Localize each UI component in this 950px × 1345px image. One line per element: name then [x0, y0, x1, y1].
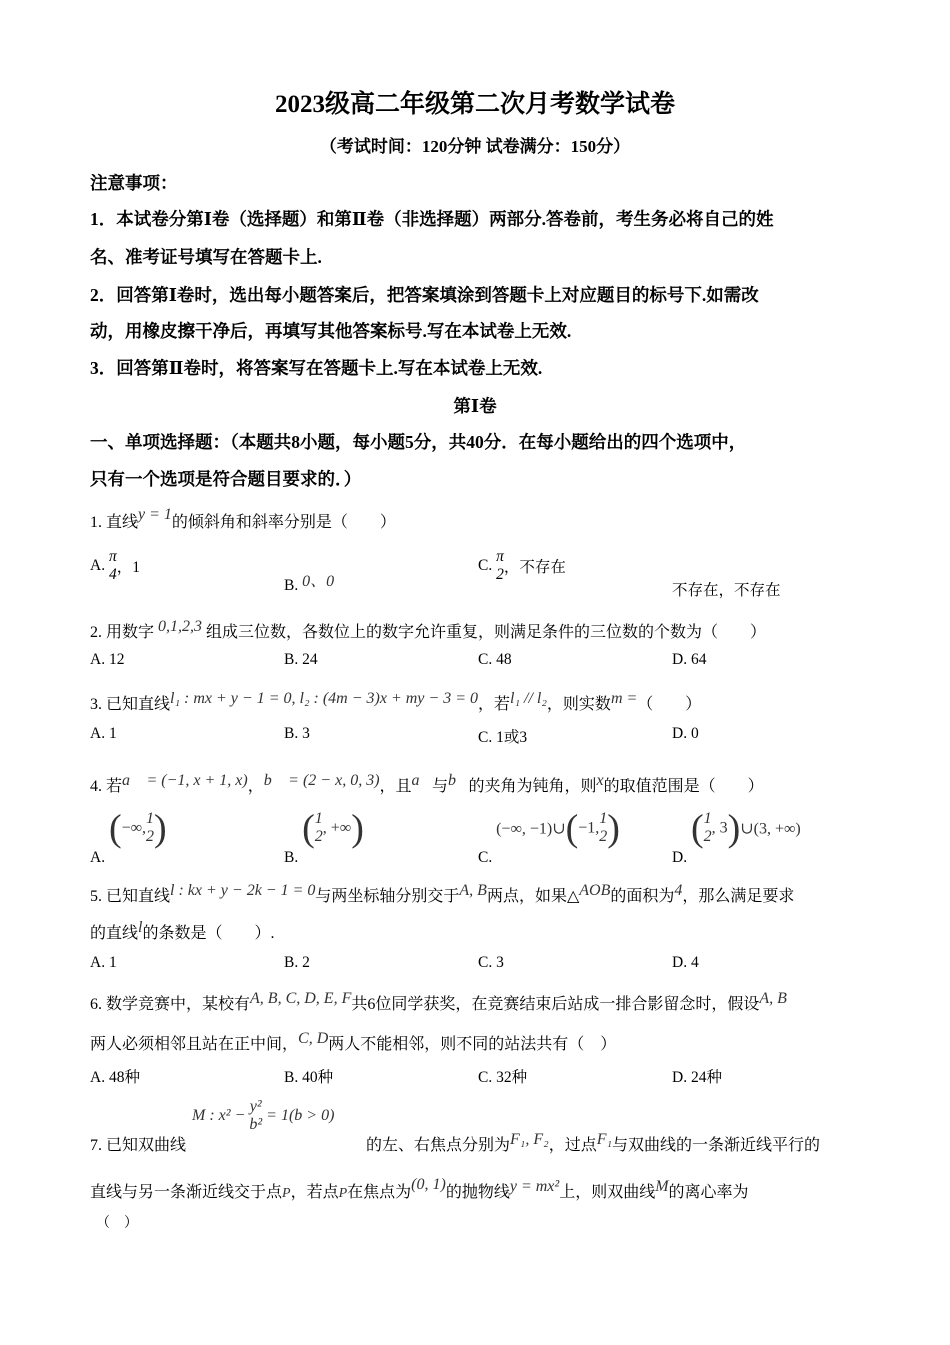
denominator: 2 [496, 566, 504, 583]
option-a [90, 548, 140, 584]
question-text: 2. 用数字 [90, 624, 155, 641]
notice-line: 1．本试卷分第Ⅰ卷（选择题）和第Ⅱ卷（非选择题）两部分.答卷前，考生务必将自己的姓 [90, 209, 774, 229]
option-label: C. [478, 848, 493, 866]
denominator: 2 [599, 828, 608, 845]
option-label: B. [284, 577, 299, 594]
question-text: 两人不能相邻，则不同的站法共有（ ） [328, 1036, 617, 1053]
question-5 [90, 883, 794, 906]
question-text: 6. 数学竞赛中，某校有 [90, 996, 251, 1013]
option-d [672, 806, 801, 866]
option-b: B. 2 [284, 954, 310, 971]
question-7-text [366, 1132, 820, 1155]
option-label: A. [90, 557, 106, 574]
math-expression: M : x² − [192, 1107, 246, 1124]
math-expression: a⃗ = (−1, x + 1, x) [122, 772, 248, 789]
left-paren: ( [690, 807, 704, 849]
part-heading: 只有一个选项是符合题目要求的．） [90, 469, 362, 489]
math-expression: l : kx + y − 2k − 1 = 0 [170, 882, 316, 899]
question-text: 的抛物线 [445, 1184, 510, 1201]
question-text: ，过点 [548, 1137, 597, 1154]
question-text: 在焦点为 [347, 1184, 412, 1201]
option-c: C. 3 [478, 954, 504, 971]
numerator: 1 [703, 810, 712, 827]
math-expression: x [596, 772, 604, 789]
interval [690, 807, 801, 849]
exam-info: （考试时间：120分钟 试卷满分：150分） [319, 137, 631, 156]
question-text: 上，则双曲线 [559, 1184, 656, 1201]
question-6 [90, 991, 787, 1014]
question-text: 3. 已知直线 [90, 696, 171, 713]
denominator: 2 [703, 828, 712, 845]
question-6-cont [90, 1031, 616, 1054]
option-b: B. 40种 [284, 1069, 334, 1086]
question-text: ，且 [379, 778, 412, 795]
math-expression: AOB [579, 882, 611, 899]
option-a: A. 1 [90, 725, 117, 742]
math-expression: C, D [298, 1030, 329, 1047]
volume-heading: 第Ⅰ卷 [453, 396, 497, 416]
math-expression: M [655, 1178, 669, 1195]
option-c: C. 48 [478, 651, 512, 668]
math-expression: y = mx² [509, 1178, 560, 1195]
notice-line: 3．回答第Ⅱ卷时，将答案写在答题卡上.写在本试卷上无效. [90, 358, 543, 378]
right-paren: ) [727, 807, 741, 849]
question-7 [90, 1132, 186, 1155]
option-d: D. 64 [672, 651, 707, 668]
math-expression: b⃗ [448, 772, 469, 789]
question-text: 的倾斜角和斜率分别是（ ） [171, 514, 396, 531]
question-text: ，则实数 [546, 696, 611, 713]
interval-text: −1, [578, 819, 600, 836]
math-expression: l₁ // l₂ [510, 690, 547, 707]
math-expression: = 1(b > 0) [266, 1107, 335, 1124]
option-a [90, 806, 167, 866]
numerator: π [108, 548, 117, 565]
question-text: 组成三位数，各数位上的数字允许重复，则满足条件的三位数的个数为（ ） [206, 624, 767, 641]
math-expression: b⃗ = (2 − x, 0, 3) [263, 772, 380, 789]
math-expression: a⃗ [411, 772, 432, 789]
math-expression: F₁, F₂ [510, 1131, 549, 1148]
question-text: 的取值范围是（ ） [603, 778, 764, 795]
numerator: 1 [314, 810, 323, 827]
question-text: 与两坐标轴分别交于 [315, 888, 460, 905]
question-text: 1. 直线 [90, 514, 139, 531]
question-text: 7. 已知双曲线 [90, 1137, 187, 1154]
left-paren: ( [302, 807, 315, 849]
question-1 [90, 506, 396, 532]
math-expression: 4 [674, 882, 683, 899]
interval [496, 807, 620, 849]
right-paren: ) [351, 807, 364, 849]
question-text: 两点，如果△ [486, 888, 580, 905]
interval-text: −∞, [121, 819, 147, 836]
option-a: A. 48种 [90, 1069, 140, 1086]
option-a: A. 1 [90, 954, 117, 971]
math-expression: m = [610, 690, 638, 707]
question-3 [90, 691, 701, 714]
question-text: 与双曲线的一条渐近线平行的 [612, 1137, 821, 1154]
option-c: C. 1或3 [478, 729, 528, 746]
interval [108, 807, 167, 849]
denominator: 4 [108, 566, 117, 583]
denominator: b² [249, 1116, 263, 1133]
option-text: ，1 [116, 559, 140, 576]
fraction [249, 1098, 262, 1134]
question-5-cont [90, 920, 274, 943]
option-c [478, 806, 620, 866]
answer-blank: （ ） [96, 1216, 138, 1231]
interval [302, 807, 364, 849]
question-text: 的条数是（ ）. [142, 925, 275, 942]
notice-line: 2．回答第Ⅰ卷时，选出每小题答案后，把答案填涂到答题卡上对应题目的标号下.如需改 [90, 285, 759, 305]
question-text: 的夹角为钝角，则 [468, 778, 597, 795]
page-title: 2023级高二年级第二次月考数学试卷 [274, 91, 675, 118]
numerator: 1 [599, 810, 608, 827]
numerator: π [496, 548, 504, 565]
option-label: C. [478, 557, 493, 574]
math-expression: P [338, 1186, 348, 1201]
notice-line: 名、准考证号填写在答题卡上. [90, 247, 322, 267]
option-d: D. 4 [672, 954, 699, 971]
question-2 [90, 619, 766, 642]
fraction [315, 810, 323, 846]
question-text: ，若点 [290, 1184, 339, 1201]
option-b: B. 3 [284, 725, 310, 742]
option-label: A. [90, 848, 106, 866]
question-text: 4. 若 [90, 778, 123, 795]
right-paren: ) [607, 807, 620, 849]
math-expression: (0, 1) [411, 1176, 446, 1193]
denominator: 2 [146, 828, 155, 845]
option-b [284, 572, 334, 595]
question-text: 共6位同学获奖，在竞赛结束后站成一排合影留念时，假设 [351, 996, 760, 1013]
interval-text: , 3 [711, 819, 728, 836]
question-text: 与 [432, 778, 449, 795]
option-a: A. 12 [90, 651, 125, 668]
question-text: ， [247, 778, 264, 795]
left-paren: ( [108, 807, 122, 849]
right-paren: ) [154, 807, 167, 849]
fraction [109, 548, 117, 584]
math-expression: A, B, C, D, E, F [250, 990, 352, 1007]
math-expression: l₁ : mx + y − 1 = 0, l₂ : (4m − 3)x + my − 3 = 0 [170, 690, 478, 707]
question-text: （ ） [637, 696, 702, 713]
left-paren: ( [565, 807, 579, 849]
option-d: D. 24种 [672, 1069, 722, 1086]
question-text: 5. 已知直线 [90, 888, 171, 905]
notice-heading: 注意事项： [90, 173, 178, 193]
math-expression: A, B [759, 990, 787, 1007]
option-label: B. [284, 848, 299, 866]
math-expression: F₁ [596, 1131, 613, 1148]
math-expression: P [282, 1186, 291, 1201]
fraction [704, 810, 712, 846]
option-c: C. 32种 [478, 1069, 528, 1086]
interval-text: , +∞ [322, 819, 352, 836]
part-heading: 一、单项选择题：（本题共8小题，每小题5分，共40分．在每小题给出的四个选项中， [90, 432, 747, 452]
question-text: 直线与另一条渐近线交于点 [90, 1184, 283, 1201]
denominator: 2 [314, 828, 323, 845]
question-text: 两人必须相邻且站在正中间， [90, 1036, 299, 1053]
option-text: ，不存在 [503, 559, 566, 576]
option-d: 不存在，不存在 [672, 582, 781, 599]
question-7-cont [90, 1176, 749, 1202]
option-label: D. [672, 848, 688, 866]
numerator: y² [249, 1098, 262, 1115]
question-4 [90, 773, 764, 796]
question-text: 的离心率为 [668, 1184, 749, 1201]
question-text: 的面积为 [610, 888, 675, 905]
math-expression: l [138, 919, 143, 936]
question-text: ，那么满足要求 [682, 888, 795, 905]
notice-line: 动，用橡皮擦干净后，再填写其他答案标号.写在本试卷上无效. [90, 321, 572, 341]
math-expression: 0,1,2,3 [158, 618, 203, 635]
option-b: B. 24 [284, 651, 318, 668]
fraction [496, 548, 504, 584]
question-text: ，若 [478, 696, 511, 713]
hyperbola-equation [192, 1098, 334, 1134]
interval-text: (−∞, −1)∪ [496, 820, 566, 837]
numerator: 1 [146, 810, 155, 827]
question-text: 的左、右焦点分别为 [366, 1137, 511, 1154]
question-text: 的直线 [90, 925, 139, 942]
option-d: D. 0 [672, 725, 699, 742]
math-expression: A, B [459, 882, 487, 899]
math-expression: y = 1 [138, 506, 172, 523]
math-expression: 0、0 [302, 573, 335, 590]
option-c [478, 548, 566, 584]
option-b [284, 806, 364, 866]
interval-text: ∪(3, +∞) [740, 820, 801, 837]
fraction [146, 810, 154, 846]
